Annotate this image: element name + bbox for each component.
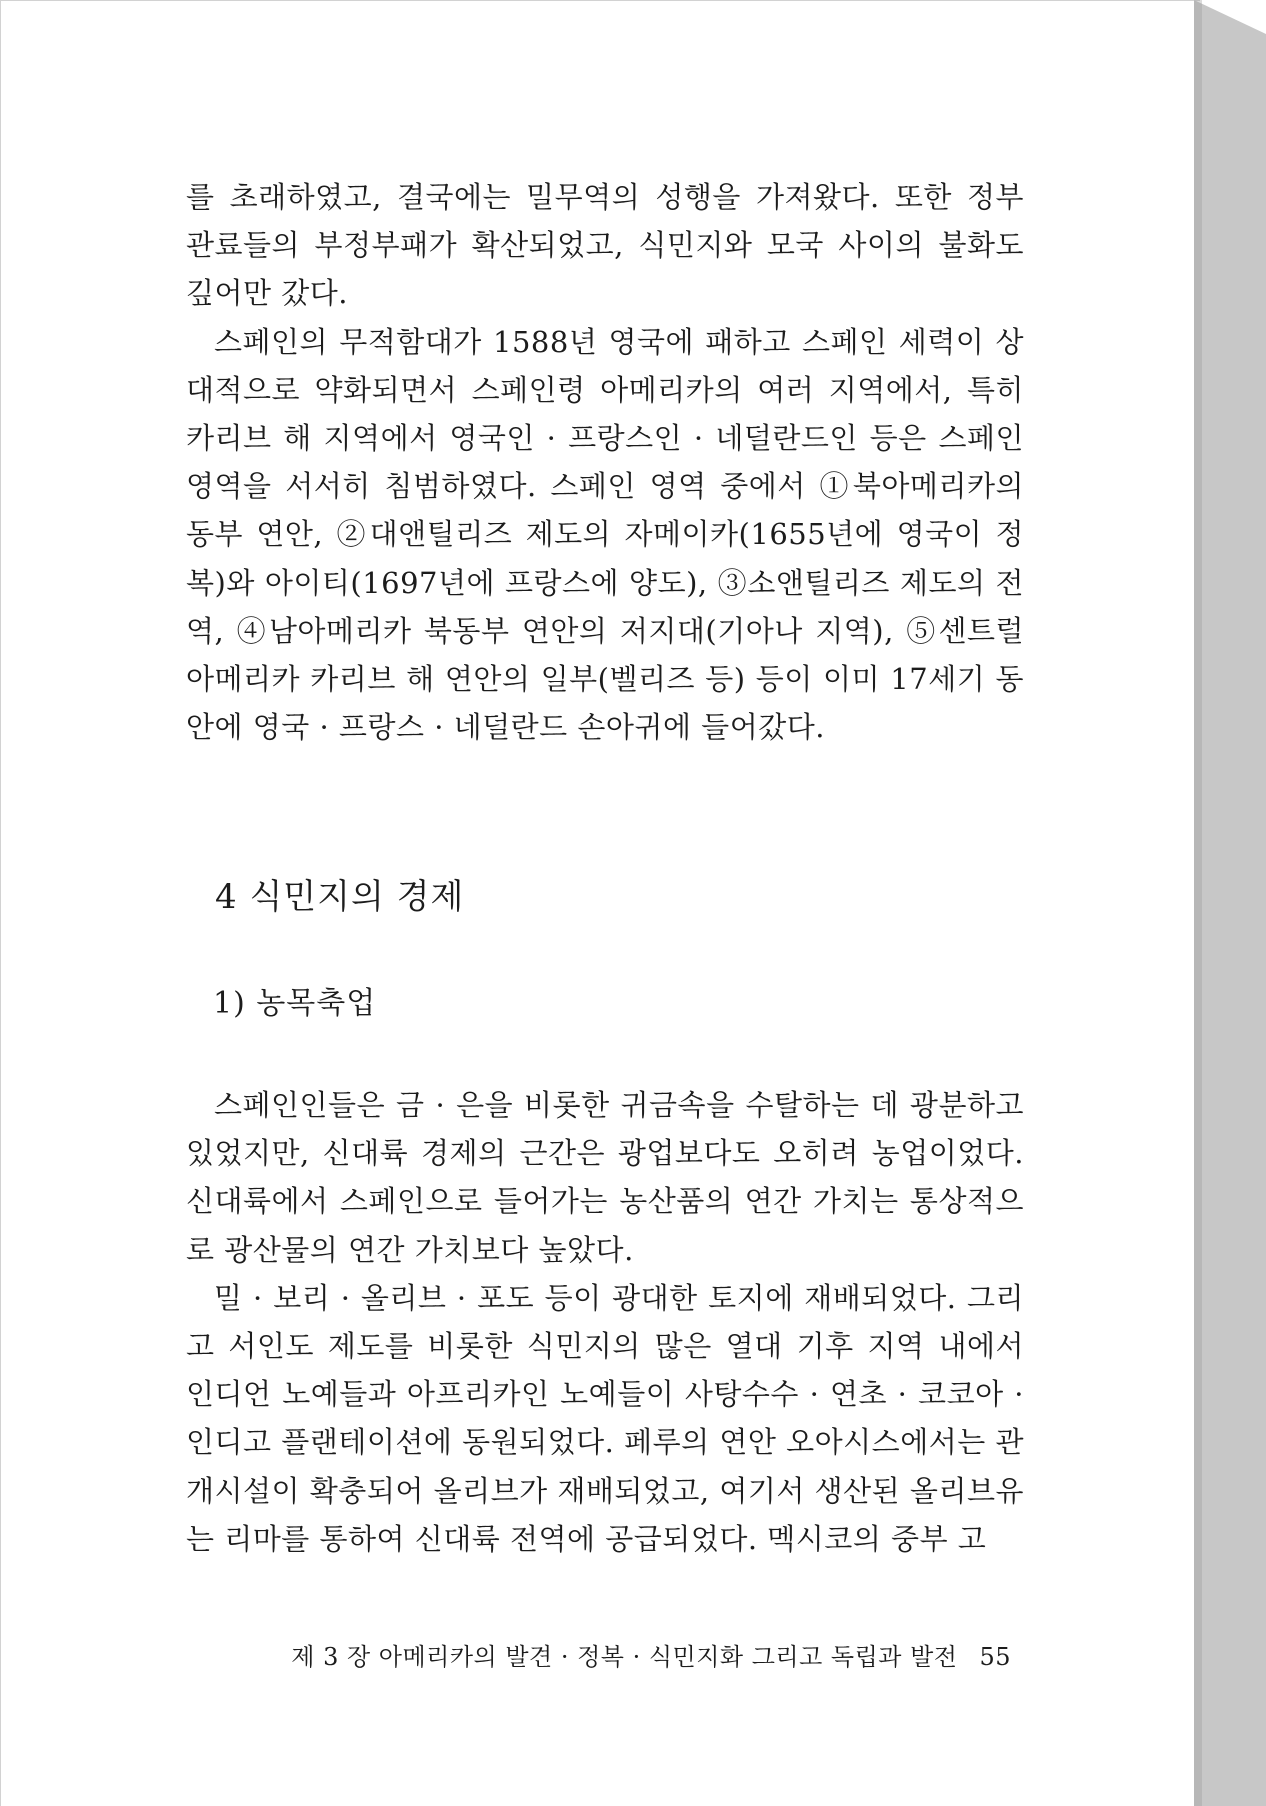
subsection-heading: 1) 농목축업 <box>213 986 377 1021</box>
running-head: 제 3 장 아메리카의 발견 · 정복 · 식민지화 그리고 독립과 발전 <box>291 1643 958 1671</box>
section-heading: 4 식민지의 경제 <box>215 877 465 917</box>
paragraph: 스페인인들은 금 · 은을 비롯한 귀금속을 수탈하는 데 광분하고 있었지만, 신대륙 경제의 근간은 광업보다도 오히려 농업이었다. 신대륙에서 스페인으로 들어가는 농산품의 연간 가치는 통상적으로 광산물의 연간 가치보다 높았다. <box>186 1088 1024 1267</box>
paragraph: 스페인의 무적함대가 1588년 영국에 패하고 스페인 세력이 상대적으로 약화되면서 스페인령 아메리카의 여러 지역에서, 특히 카리브 해 지역에서 영국인 · 프랑스인 · 네덜란드인 등은 스페인 영역을 서서히 침범하였다. 스페인 영역 중에서 ①북아메리카의 동부 연안, ②대앤틸리즈 제도의 자메이카(1655년에 영국이 정복)와 아이티(1697년에 프랑스에 양도), ③소앤틸리즈 제도의 전역, ④남아메리카 북동부 연안의 저지대(기아나 지역), ⑤센트럴아메리카 카리브 해 연안의 일부(벨리즈 등) 등이 이미 17세기 동안에 영국 · 프랑스 · 네덜란드 손아귀에 들어갔다. <box>186 324 1024 745</box>
page-number: 55 <box>979 1643 1011 1671</box>
page-edge-shadow <box>1194 0 1202 1806</box>
paragraph: 밀 · 보리 · 올리브 · 포도 등이 광대한 토지에 재배되었다. 그리고 서인도 제도를 비롯한 식민지의 많은 열대 기후 지역 내에서 인디언 노예들과 아프리카인 노예들이 사탕수수 · 연초 · 코코아 · 인디고 플랜테이션에 동원되었다. 페루의 연안 오아시스에서는 관개시설이 확충되어 올리브가 재배되었고, 여기서 생산된 올리브유는 리마를 통하여 신대륙 전역에 공급되었다. 멕시코의 중부 고 <box>186 1280 1024 1556</box>
body-text-bottom <box>186 1081 1024 1563</box>
page-stack-edge <box>1194 0 1266 1806</box>
body-text-top <box>186 173 1024 751</box>
paragraph: 를 초래하였고, 결국에는 밀무역의 성행을 가져왔다. 또한 정부 관료들의 부정부패가 확산되었고, 식민지와 모국 사이의 불화도 깊어만 갔다. <box>186 180 1024 311</box>
page-footer <box>271 1637 1011 1672</box>
